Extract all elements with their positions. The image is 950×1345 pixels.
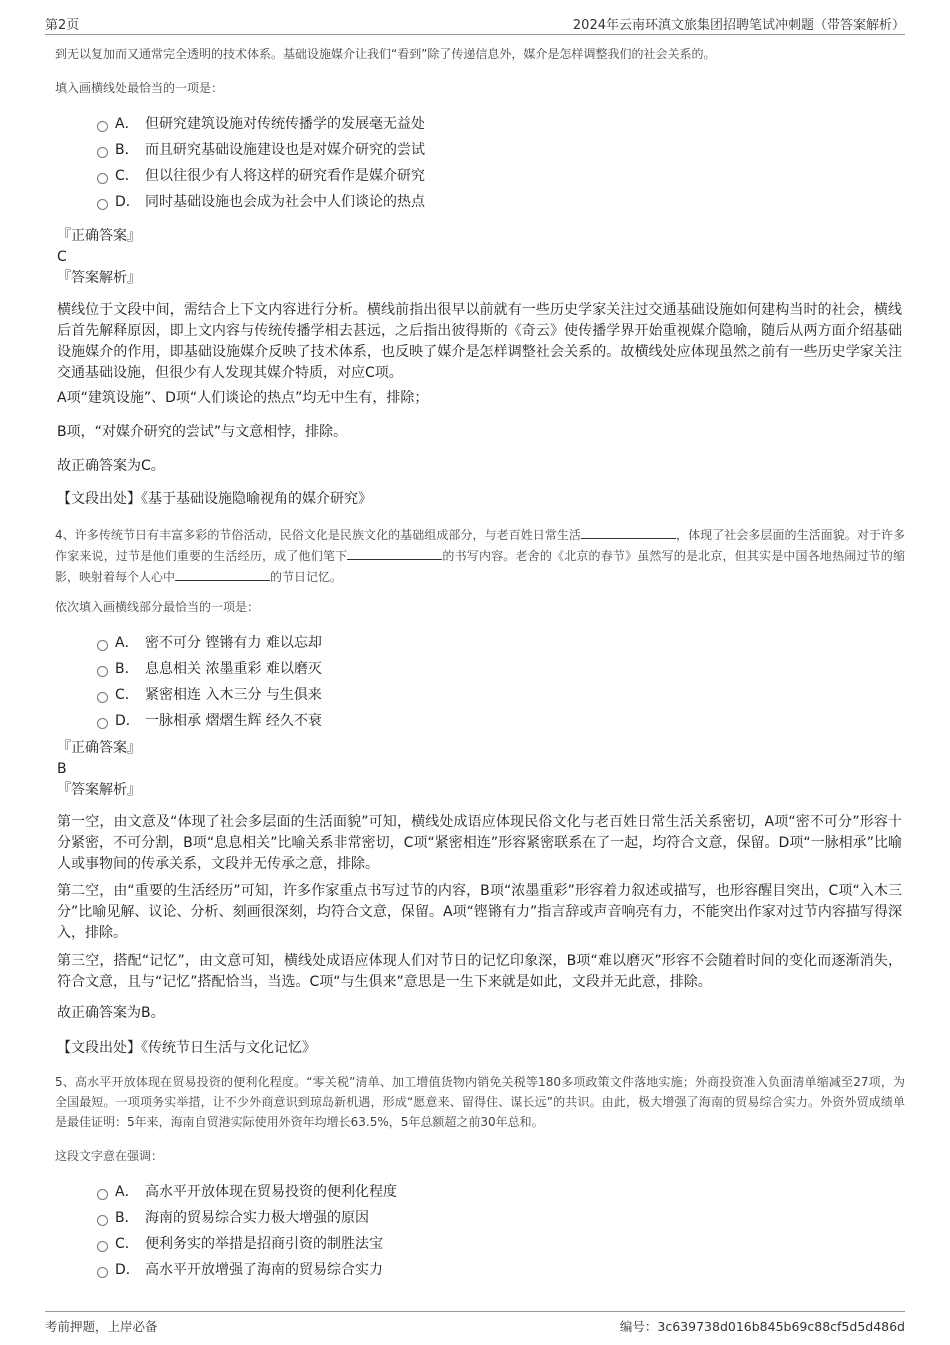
q3-analysis-p1: 横线位于文段中间，需结合上下文内容进行分析。横线前指出很早以前就有一些历史学家关注过交通基础设施如何建构当时的社会，横线后首先解释原因，即上文内容与传统传播学相去甚远，之后指出彼得斯的《奇云》使传播学界开始重视媒介隐喻，随后从两方面介绍基础设施媒介的作用，即基础设施媒介反映了技术体系，也反映了媒介是怎样调整社会关系的。故横线处应体现虽然之前有一些历史学家关注交通基础设施，但很少有人发现其媒介特质，对应C项。	[57, 302, 902, 381]
page-number: 第2页	[45, 18, 80, 33]
answer-label: 『正确答案』	[57, 228, 141, 244]
radio-icon[interactable]	[97, 173, 108, 184]
radio-icon[interactable]	[97, 1267, 108, 1278]
q4-stem: 4、许多传统节日有丰富多彩的节俗活动，民俗文化是民族文化的基础组成部分，与老百姓日常生活 ，体现了社会多层面的生活面貌。对于许多作家来说，过节是他们重要的生活经历，成了他们笔下 的书写内容。老舍的《北京的春节》虽然写的是北京，但其实是中国各地热闹过节的缩影，映射着每个人心中 的节日记忆。	[55, 524, 905, 587]
q3-source: 【文段出处】《基于基础设施隐喻视角的媒介研究》	[57, 491, 372, 507]
q4-prompt: 依次填入画横线部分最恰当的一项是：	[55, 600, 260, 614]
q3-stem-tail: 到无以复加而又通常完全透明的技术体系。基础设施媒介让我们“看到”除了传递信息外，媒介是怎样调整我们的社会关系的。	[55, 47, 716, 61]
q3-prompt: 填入画横线处最恰当的一项是：	[55, 81, 224, 95]
radio-icon[interactable]	[97, 718, 108, 729]
radio-icon[interactable]	[97, 121, 108, 132]
q4-answer-block	[57, 738, 902, 801]
q3-answer-block	[57, 226, 902, 289]
radio-icon[interactable]	[97, 147, 108, 158]
q5-stem: 5、高水平开放体现在贸易投资的便利化程度。“零关税”清单、加工增值货物内销免关税等180多项政策文件落地实施；外商投资准入负面清单缩减至27项，为全国最短。一项项务实举措，让不少外商意识到琼岛新机遇，形成“愿意来、留得住、谋长远”的共识。由此，极大增强了海南的贸易综合实力。外资外贸成绩单是最佳证明：5年来，海南自贸港实际使用外资年均增长63.5%，5年总额超之前30年总和。	[55, 1075, 905, 1129]
answer-label: 『正确答案』	[57, 740, 141, 756]
document-title: 2024年云南环滇文旅集团招聘笔试冲刺题（带答案解析）	[572, 18, 905, 33]
q5-prompt: 这段文字意在强调：	[55, 1149, 164, 1163]
fill-blank[interactable]	[581, 524, 676, 539]
q4-analysis-p3: 第三空，搭配“记忆”，由文意可知，横线处成语应体现人们对节日的记忆印象深，B项“难以磨灭”形容不会随着时间的变化而逐渐消失，符合文意，且与“记忆”搭配恰当，当选。C项“与生俱来”意思是一生下来就是如此，文段并无此意，排除。	[57, 953, 902, 990]
radio-icon[interactable]	[97, 199, 108, 210]
footer-slogan: 考前押题，上岸必备	[45, 1319, 158, 1334]
radio-icon[interactable]	[97, 692, 108, 703]
radio-icon[interactable]	[97, 1241, 108, 1252]
fill-blank[interactable]	[175, 566, 270, 581]
fill-blank[interactable]	[347, 545, 442, 560]
q4-source: 【文段出处】《传统节日生活与文化记忆》	[57, 1040, 316, 1056]
radio-icon[interactable]	[97, 640, 108, 651]
q4-analysis-p2: 第二空，由“重要的生活经历”可知，许多作家重点书写过节的内容，B项“浓墨重彩”形容着力叙述或描写，也形容醒目突出，C项“入木三分”比喻见解、议论、分析、刻画很深刻，均符合文意，保留。A项“铿锵有力”指言辞或声音响亮有力，不能突出作家对过节内容描写得深入，排除。	[57, 883, 902, 941]
q3-analysis-p2: A项“建筑设施”、D项“人们谈论的热点”均无中生有，排除；	[57, 390, 429, 406]
document-id: 编号：3c639738d016b845b69c88cf5d5d486d	[619, 1319, 905, 1334]
q4-analysis-p4: 故正确答案为B。	[57, 1005, 165, 1021]
radio-icon[interactable]	[97, 1215, 108, 1226]
page-footer	[45, 1311, 905, 1336]
page-header	[45, 12, 905, 35]
q4-analysis-p1: 第一空，由文意及“体现了社会多层面的生活面貌”可知，横线处成语应体现民俗文化与老百姓日常生活关系密切，A项“密不可分”形容十分紧密，不可分割，B项“息息相关”比喻关系非常密切，C项“紧密相连”形容紧密联系在了一起，均符合文意，保留。D项“一脉相承”比喻人或事物间的传承关系，文段并无传承之意，排除。	[57, 814, 902, 872]
analysis-label: 『答案解析』	[57, 270, 141, 286]
analysis-label: 『答案解析』	[57, 782, 141, 798]
radio-icon[interactable]	[97, 1189, 108, 1200]
answer-value: B	[57, 761, 67, 777]
q3-analysis-p4: 故正确答案为C。	[57, 458, 165, 474]
answer-value: C	[57, 249, 67, 265]
q3-analysis-p3: B项，“对媒介研究的尝试”与文意相悖，排除。	[57, 424, 348, 440]
radio-icon[interactable]	[97, 666, 108, 677]
